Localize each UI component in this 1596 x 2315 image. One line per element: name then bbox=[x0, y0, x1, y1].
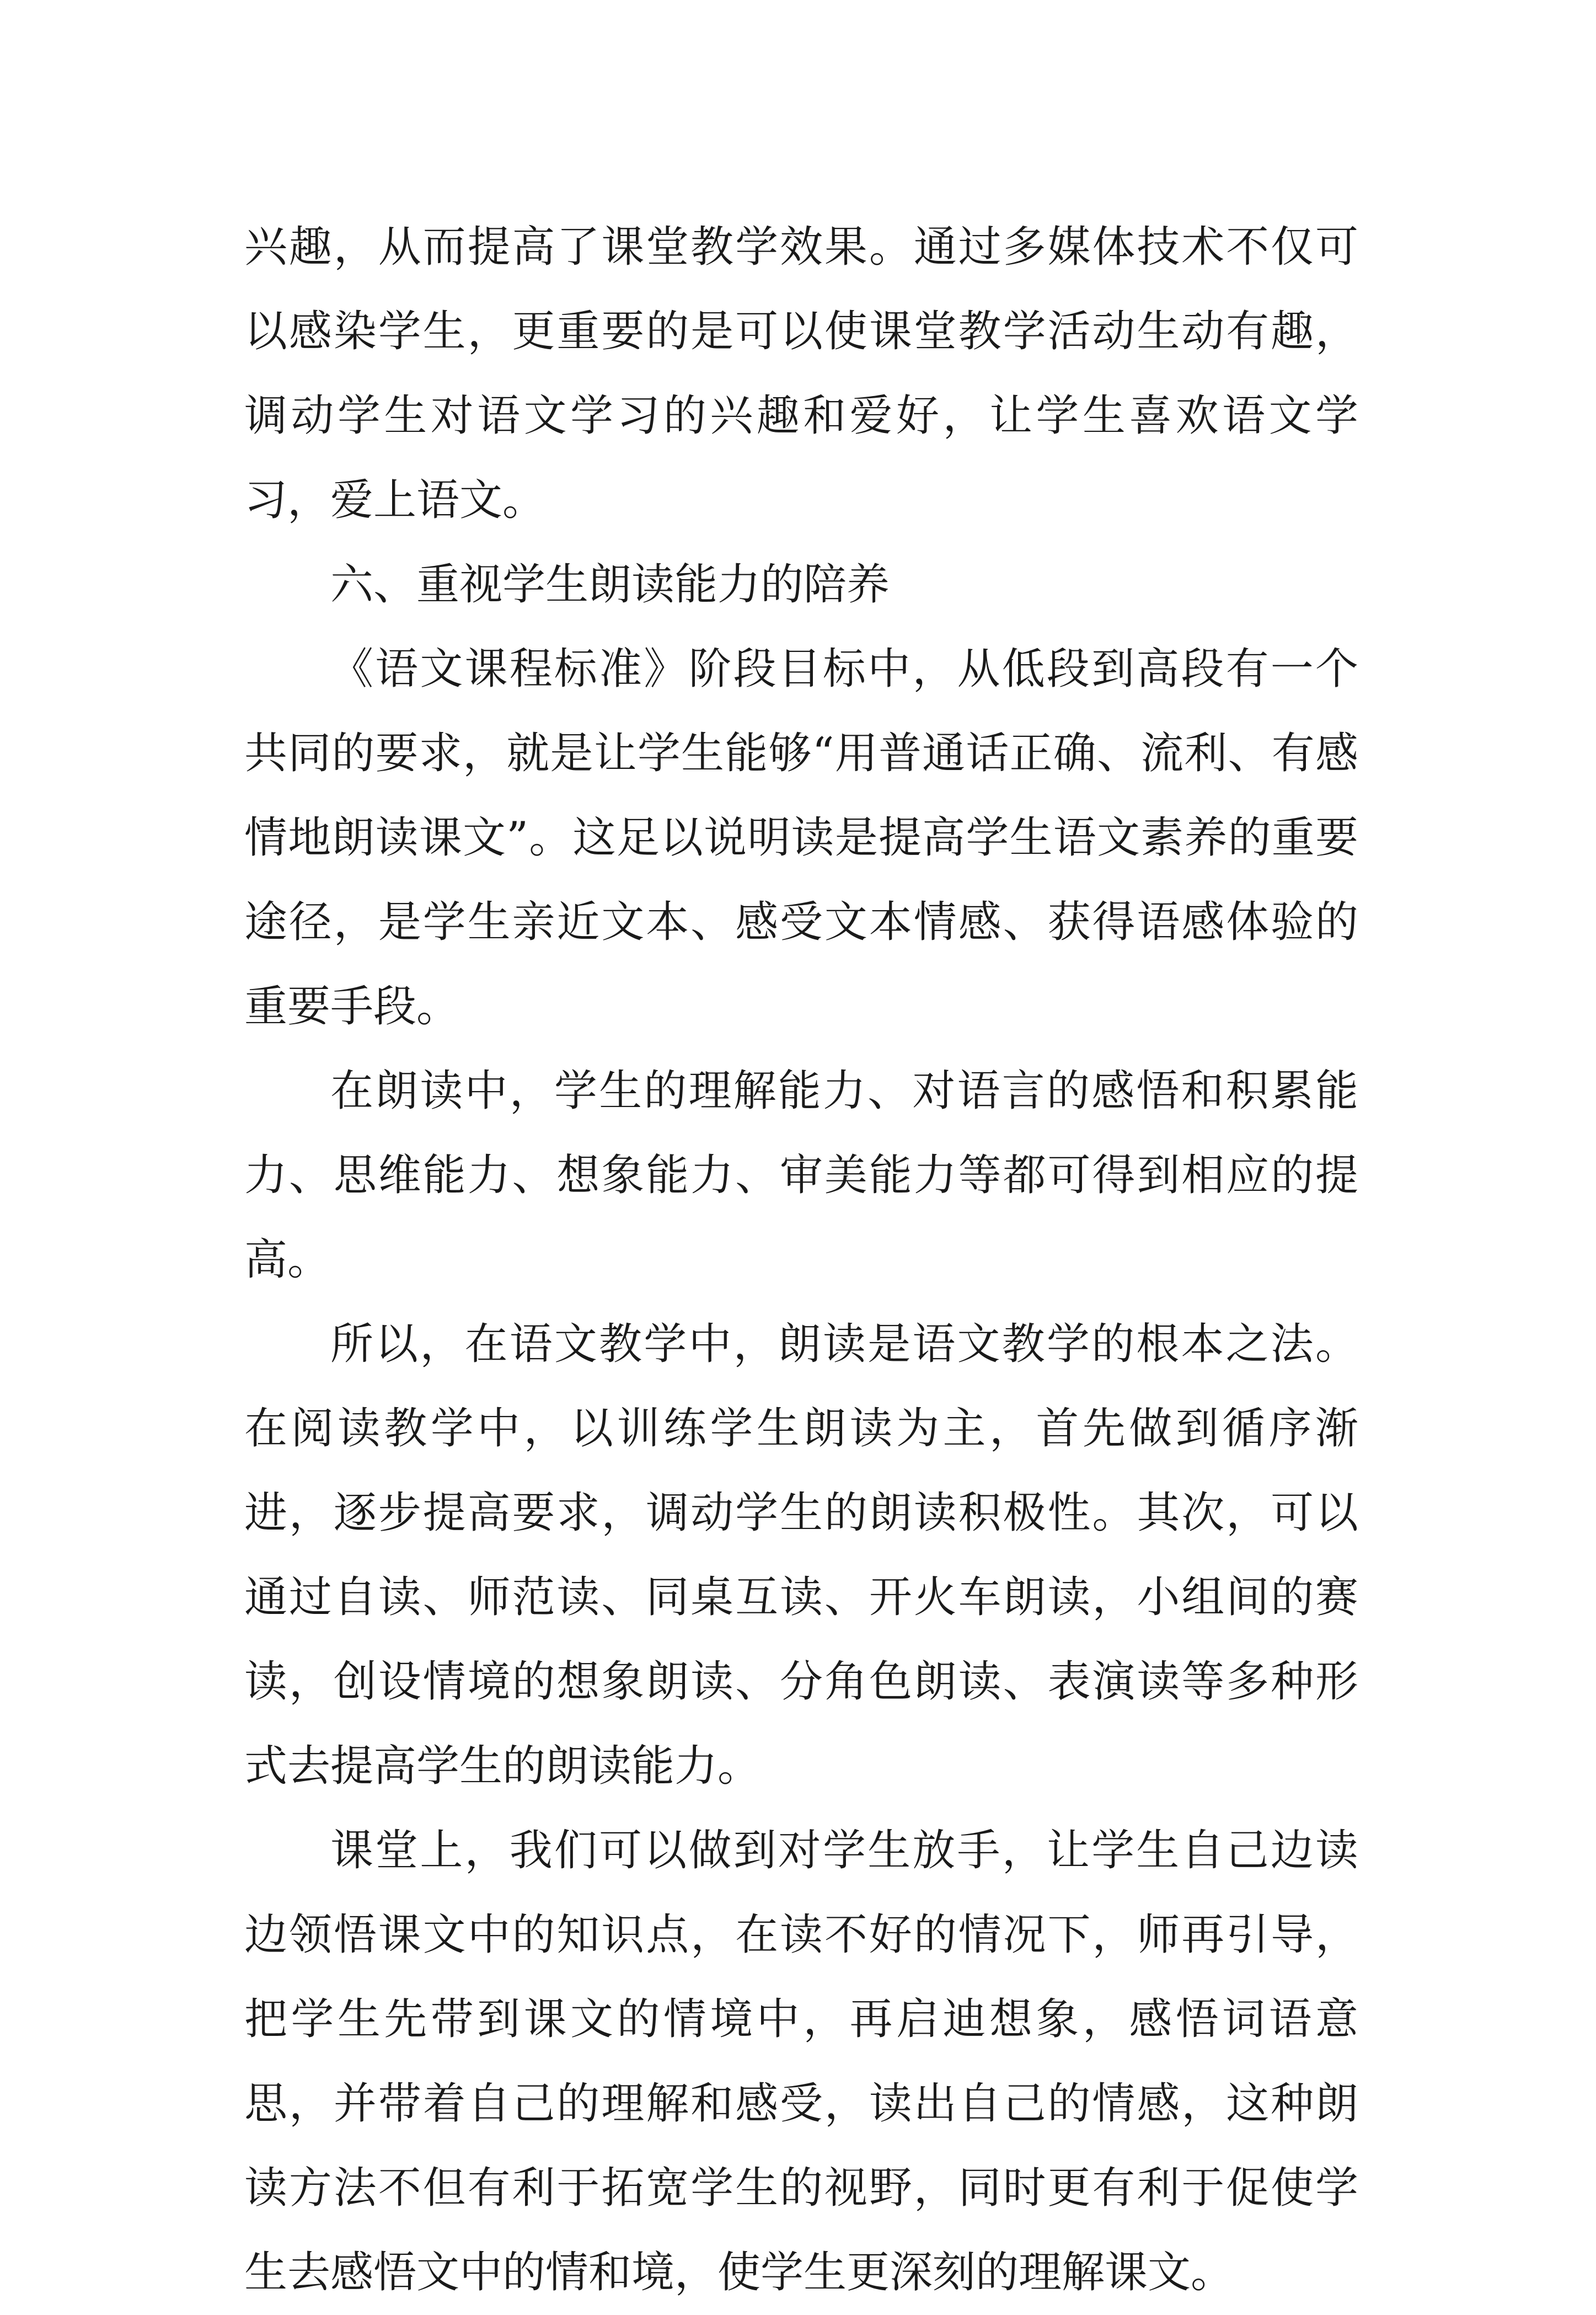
paragraph-curriculum-standard: 《语文课程标准》阶段目标中，从低段到高段有一个共同的要求，就是让学生能够“用普通话正确、流利、有感情地朗读课文”。这足以说明读是提高学生语文素养的重要途径，是学生亲近文本、感受文本情感、获得语感体验的重要手段。 bbox=[244, 644, 1358, 1031]
paragraph-reading-abilities: 在朗读中，学生的理解能力、对语言的感悟和积累能力、思维能力、想象能力、审美能力等都可得到相应的提高。 bbox=[244, 1066, 1358, 1285]
section-heading: 六、重视学生朗读能力的陪养 bbox=[330, 560, 890, 610]
paragraph-reading-methods: 所以，在语文教学中，朗读是语文教学的根本之法。在阅读教学中，以训练学生朗读为主，首先做到循序渐进，逐步提高要求，调动学生的朗读积极性。其次，可以通过自读、师范读、同桌互读、开火车朗读，小组间的赛读，创设情境的想象朗读、分角色朗读、表演读等多种形式去提高学生的朗读能力。 bbox=[244, 1319, 1358, 1791]
paragraph-continuation: 兴趣，从而提高了课堂教学效果。通过多媒体技术不仅可以感染学生，更重要的是可以使课堂教学活动生动有趣，调动学生对语文学习的兴趣和爱好，让学生喜欢语文学习，爱上语文。 bbox=[244, 222, 1358, 525]
document-body bbox=[244, 205, 1358, 2315]
paragraph-classroom-practice: 课堂上，我们可以做到对学生放手，让学生自己边读边领悟课文中的知识点，在读不好的情况下，师再引导，把学生先带到课文的情境中，再启迪想象，感悟词语意思，并带着自己的理解和感受，读出自己的情感，这种朗读方法不但有利于拓宽学生的视野，同时更有利于促使学生去感悟文中的情和境，使学生更深刻的理解课文。 bbox=[244, 1826, 1358, 2297]
